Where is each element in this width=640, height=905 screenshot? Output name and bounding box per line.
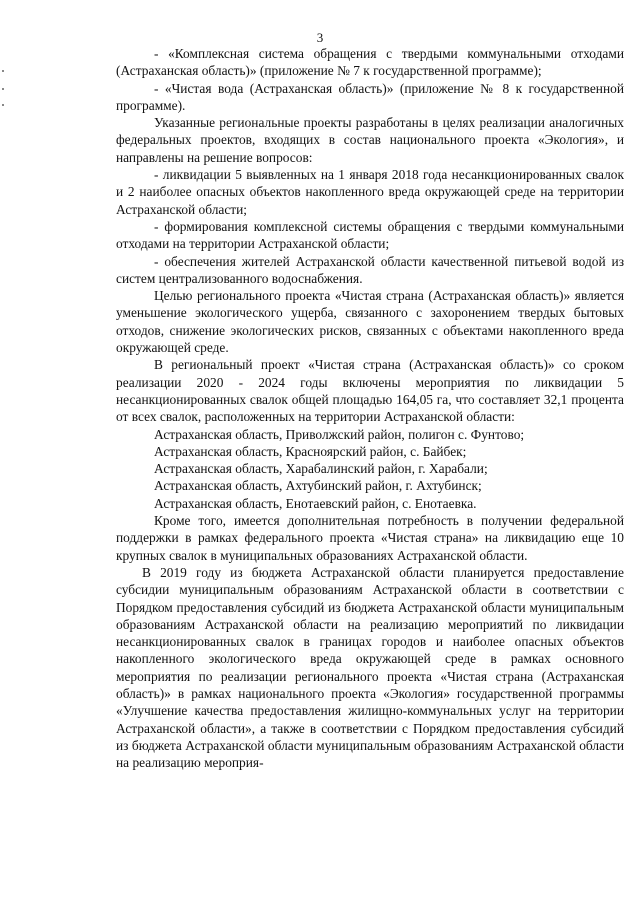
location-item: Астраханская область, Харабалинский район, г. Харабали; xyxy=(154,461,488,477)
scan-edge-mark xyxy=(2,70,4,72)
paragraph-project-goal: Целью регионального проекта «Чистая страна (Астраханская область)» является уменьшение экологического ущерба, связанного с захоронением твердых бытовых отходов, снижение экологических рисков, связанных с объектами накопленного вреда окружающей среде. xyxy=(116,288,624,356)
location-item: Астраханская область, Приволжский район, полигон с. Фунтово; xyxy=(154,426,525,442)
list-item-drinking-water: - обеспечения жителей Астраханской области качественной питьевой водой из систем централизованного водоснабжения. xyxy=(116,253,624,286)
location-item: Астраханская область, Енотаевский район, с. Енотаевка. xyxy=(154,495,477,511)
paragraph-project-scope: В региональный проект «Чистая страна (Астраханская область)» со сроком реализации 2020 - 2024 годы включены мероприятия по ликвидации 5 несанкционированных свалок общей площадью 164,05 га, что составляет 32,1 процента от всех свалок, расположенных на территории Астраханской области: xyxy=(116,357,624,425)
location-item: Астраханская область, Ахтубинский район, г. Ахтубинск; xyxy=(154,478,482,494)
document-body xyxy=(116,45,624,771)
paragraph-subsidy-2019: В 2019 году из бюджета Астраханской области планируется предоставление субсидии муниципальным образованиям Астраханской области в соответствии с Порядком предоставления субсидий из бюджета Астраханской области муниципальным образованиям Астраханской области на реализацию мероприятий по ликвидации несанкционированных свалок в границах городов и наиболее опасных объектов накопленного экологического вреда окружающей среде в рамках основного мероприятия по реализации регионального проекта «Чистая страна (Астраханская область)» в рамках национального проекта «Экология» государственной программы «Улучшение качества предоставления жилищно-коммунальных услуг на территории Астраханской области», а также в соответствии с Порядком предоставления субсидий из бюджета Астраханской области муниципальным образованиям Астраханской области на реализацию мероприя- xyxy=(116,564,624,771)
paragraph-additional-need: Кроме того, имеется дополнительная потребность в получении федеральной поддержки в рамках федерального проекта «Чистая страна» на ликвидацию еще 10 крупных свалок в муниципальных образованиях Астраханской области. xyxy=(116,513,624,563)
list-item-dump-liquidation: - ликвидации 5 выявленных на 1 января 2018 года несанкционированных свалок и 2 наиболее опасных объектов накопленного вреда окружающей среде на территории Астраханской области; xyxy=(116,167,624,217)
list-item-msw-project: - «Комплексная система обращения с твердыми коммунальными отходами (Астраханская область)» (приложение № 7 к государственной программе); xyxy=(116,46,624,79)
scan-edge-mark xyxy=(2,88,4,90)
paragraph-projects-purpose: Указанные региональные проекты разработаны в целях реализации аналогичных федеральных проектов, входящих в состав национального проекта «Экология», и направлены на решение вопросов: xyxy=(116,115,624,165)
page-number: 3 xyxy=(316,30,324,45)
scan-edge-mark xyxy=(2,104,4,106)
list-item-waste-system: - формирования комплексной системы обращения с твердыми коммунальными отходами на территории Астраханской области; xyxy=(116,218,624,252)
list-item-clean-water-project: - «Чистая вода (Астраханская область)» (приложение № 8 к государственной программе). xyxy=(116,80,624,113)
location-item: Астраханская область, Красноярский район, с. Байбек; xyxy=(154,443,467,459)
